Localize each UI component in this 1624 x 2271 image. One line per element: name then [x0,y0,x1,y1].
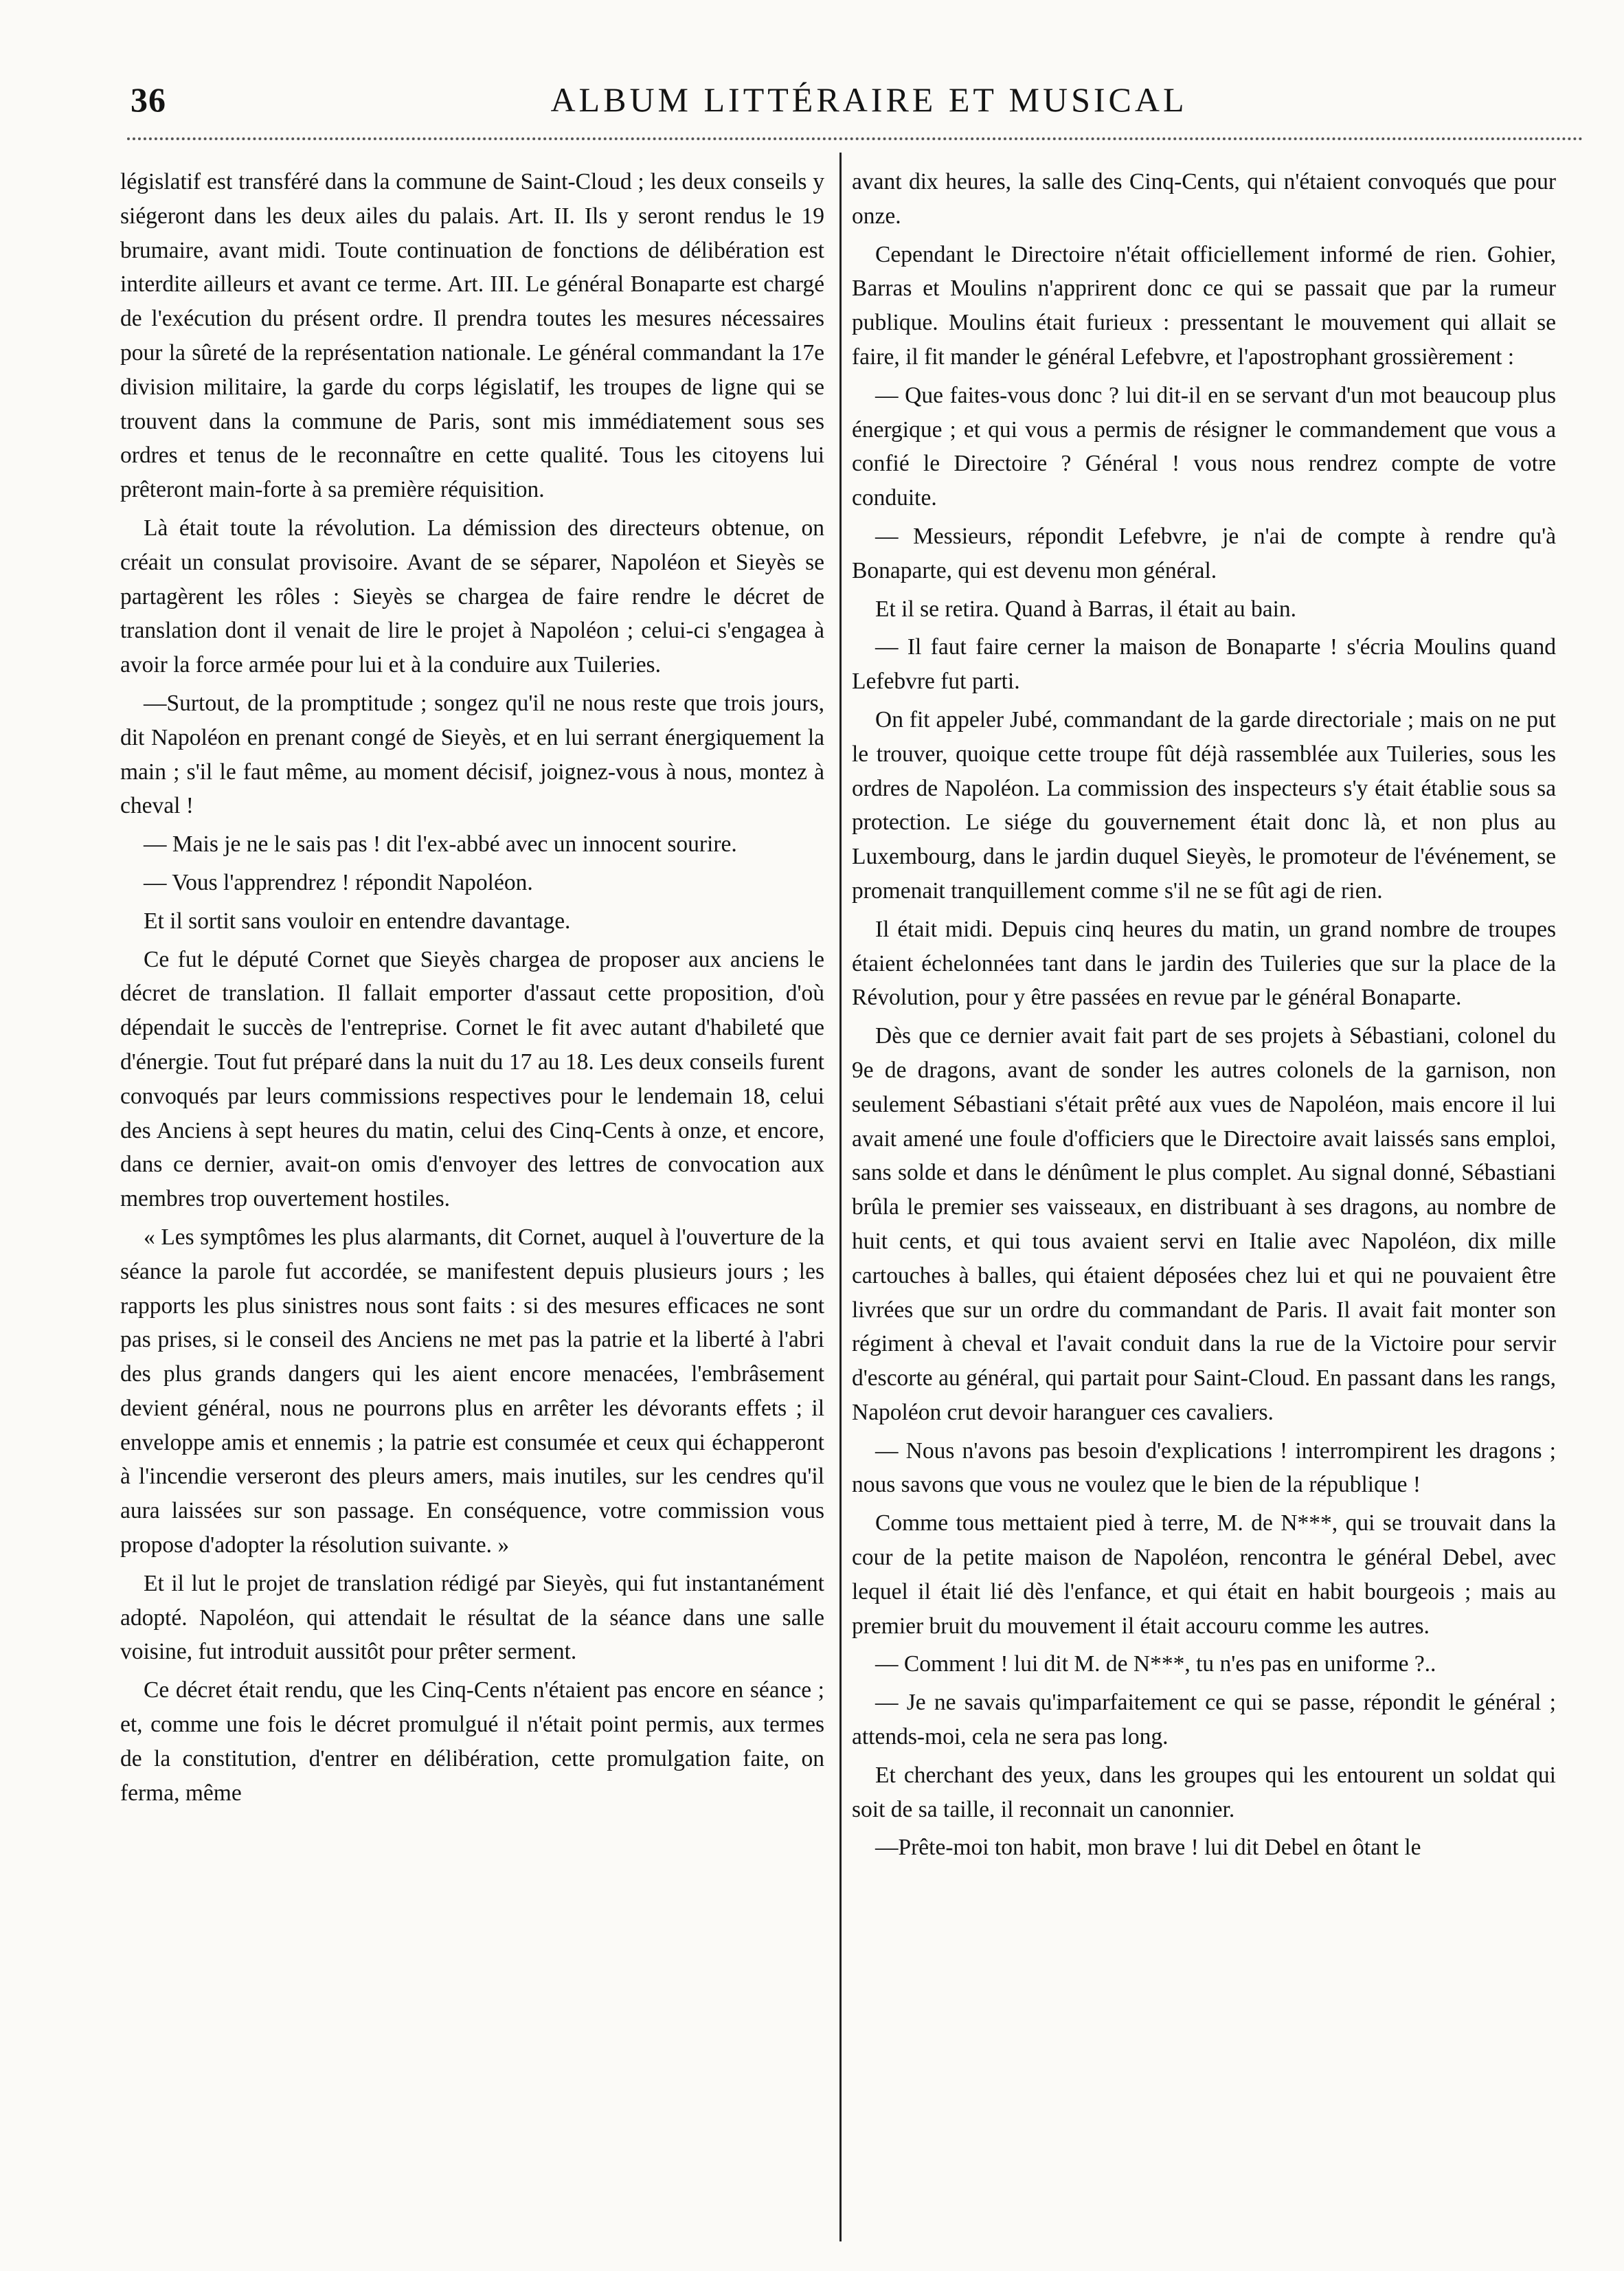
paragraph: — Je ne savais qu'imparfaitement ce qui se passe, répondit le général ; attends-moi, cela ne sera pas long. [852,1690,1556,1750]
paragraph: — Vous l'apprendrez ! répondit Napoléon. [144,869,533,895]
paragraph: « Les symptômes les plus alarmants, dit Cornet, auquel à l'ouverture de la séance la parole fut accordée, se manifestent depuis plusieurs jours ; les rapports les plus sinistres nous sont faits : si des mesures efficaces ne sont pas prises, si le conseil des Anciens ne met pas la patrie et la liberté à l'abri des plus grands dangers qui les aient encore menacées, l'embrâsement devient général, nous ne pourrons plus en arrêter les dévorants effets ; il enveloppe amis et ennemis ; la patrie est consumée et ceux qui échapperont à l'incendie verseront des pleurs amers, mais inutiles, sur les cendres qu'il aura laissées sur son passage. En conséquence, votre commission vous propose d'adopter la résolution suivante. » [120,1224,824,1558]
paragraph: Et il sortit sans vouloir en entendre davantage. [144,908,571,934]
paragraph: — Mais je ne le sais pas ! dit l'ex-abbé avec un innocent sourire. [144,831,737,858]
paragraph: Dès que ce dernier avait fait part de ses projets à Sébastiani, colonel du 9e de dragons, avant de sonder les autres colonels de la garnison, non seulement Sébastiani s'était prêté aux vues de Napoléon, mais encore il lui avait amené une foule d'officiers que le Directoire avait laissés sans emploi, sans solde et dans le dénûment le plus complet. Au signal donné, Sébastiani brûla le premier ses vaisseaux, en distribuant à ses dragons, au nombre de huit cents, et qui tous avaient servi en Italie avec Napoléon, dix mille cartouches à balles, qui étaient déposées chez lui et qui ne pouvaient être livrées que sur un ordre du commandant de Paris. Il avait fait monter son régiment à cheval et l'avait conduit dans la rue de la Victoire pour servir d'escorte au général, qui partait pour Saint-Cloud. En passant dans les rangs, Napoléon crut devoir haranguer ces cavaliers. [852,1023,1556,1425]
paragraph: Cependant le Directoire n'était officiellement informé de rien. Gohier, Barras et Moulins n'apprirent donc ce qui se passait que par la rumeur publique. Moulins était furieux : pressentant le mouvement qui allait se faire, il fit mander le général Lefebvre, et l'apostrophant grossièrement : [852,241,1556,370]
right-column [852,165,1556,1869]
paragraph: Là était toute la révolution. La démission des directeurs obtenue, on créait un consulat provisoire. Avant de se séparer, Napoléon et Sieyès se partagèrent les rôles : Sieyès se chargea de faire rendre le décret de translation dont il venait de lire le projet à Napoléon ; celui-ci s'engagea à avoir la force armée pour lui et à la conduire aux Tuileries. [120,515,824,678]
left-column [120,165,824,1814]
header-rule [127,137,1583,140]
paragraph: législatif est transféré dans la commune de Saint-Cloud ; les deux conseils y siégeront dans les deux ailes du palais. Art. II. Ils y seront rendus le 19 brumaire, avant midi. Toute continuation de fonctions de délibération est interdite ailleurs et avant ce terme. Art. III. Le général Bonaparte est chargé de l'exécution du présent ordre. Il prendra toutes les mesures nécessaires pour la sûreté de la représentation nationale. Le général commandant la 17e division militaire, la garde du corps législatif, les troupes de ligne qui se trouvent dans la commune de Paris, sont mis immédiatement sous ses ordres et tenus de le reconnaître en cette qualité. Tous les citoyens lui prêteront main-forte à sa première réquisition. [120,169,824,503]
paragraph: Et il se retira. Quand à Barras, il était au bain. [875,596,1297,622]
paragraph: — Comment ! lui dit M. de N***, tu n'es pas en uniforme ?.. [875,1651,1436,1677]
running-title: ALBUM LITTÉRAIRE ET MUSICAL [550,80,1188,119]
paragraph: Il était midi. Depuis cinq heures du matin, un grand nombre de troupes étaient échelonnées tant dans le jardin des Tuileries que sur la place de la Révolution, pour y être passées en revue par le général Bonaparte. [852,916,1556,1011]
paragraph: On fit appeler Jubé, commandant de la garde directoriale ; mais on ne put le trouver, quoique cette troupe fût déjà rassemblée aux Tuileries, sous les ordres de Napoléon. La commission des inspecteurs s'y était établie sous sa protection. Le siége du gouvernement était donc là, et non plus au Luxembourg, dans le jardin duquel Sieyès, le promoteur de l'événement, se promenait tranquillement comme s'il ne se fût agi de rien. [852,706,1556,904]
paragraph: — Il faut faire cerner la maison de Bonaparte ! s'écria Moulins quand Lefebvre fut parti. [852,634,1556,695]
paragraph: — Que faites-vous donc ? lui dit-il en se servant d'un mot beaucoup plus énergique ; et qui vous a permis de résigner le commandement que vous a confié le Directoire ? Général ! vous nous rendrez compte de votre conduite. [852,382,1556,511]
paragraph: —Prête-moi ton habit, mon brave ! lui dit Debel en ôtant le [875,1835,1421,1861]
paragraph: Et cherchant des yeux, dans les groupes qui les entourent un soldat qui soit de sa taille, il reconnait un canonnier. [852,1762,1556,1822]
paragraph: —Surtout, de la promptitude ; songez qu'il ne nous reste que trois jours, dit Napoléon en prenant congé de Sieyès, et en lui serrant énergiquement la main ; s'il le faut même, au moment décisif, joignez-vous à nous, montez à cheval ! [120,690,824,819]
paragraph: — Nous n'avons pas besoin d'explications ! interrompirent les dragons ; nous savons que vous ne voulez que le bien de la république ! [852,1437,1556,1498]
paragraph: Comme tous mettaient pied à terre, M. de N***, qui se trouvait dans la cour de la petite maison de Napoléon, rencontra le général Debel, avec lequel il était lié dès l'enfance, et qui était en habit bourgeois ; mais au premier bruit du mouvement il était accouru comme les autres. [852,1510,1556,1639]
paragraph: avant dix heures, la salle des Cinq-Cents, qui n'étaient convoqués que pour onze. [852,169,1556,229]
column-rule [839,153,842,2241]
paragraph: Et il lut le projet de translation rédigé par Sieyès, qui fut instantanément adopté. Napoléon, qui attendait le résultat de la séance dans une salle voisine, fut introduit aussitôt pour prêter serment. [120,1570,824,1665]
paragraph: — Messieurs, répondit Lefebvre, je n'ai de compte à rendre qu'à Bonaparte, qui est devenu mon général. [852,523,1556,583]
page-number: 36 [131,80,166,119]
paragraph: Ce décret était rendu, que les Cinq-Cents n'étaient pas encore en séance ; et, comme une fois le décret promulgué il n'était point permis, aux termes de la constitution, d'entrer en délibération, cette promulgation faite, on ferma, même [120,1677,824,1806]
paragraph: Ce fut le député Cornet que Sieyès chargea de proposer aux anciens le décret de translation. Il fallait emporter d'assaut cette proposition, d'où dépendait le succès de l'entreprise. Cornet le fit avec autant d'habileté que d'énergie. Tout fut préparé dans la nuit du 17 au 18. Les deux conseils furent convoqués par leurs commissions respectives pour le lendemain 18, celui des Anciens à sept heures du matin, celui des Cinq-Cents à onze, et encore, dans ce dernier, avait-on omis d'envoyer des lettres de convocation aux membres trop ouvertement hostiles. [120,946,824,1212]
